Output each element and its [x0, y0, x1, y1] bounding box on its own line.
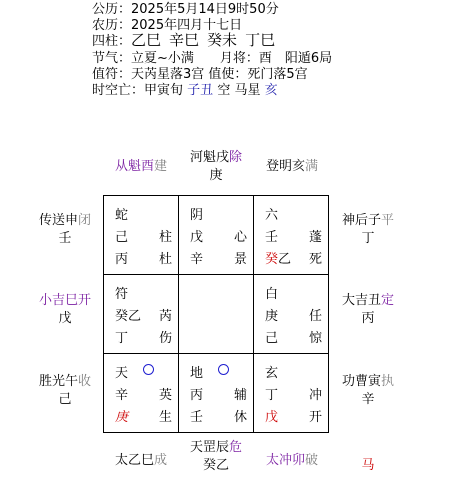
sizhu-label: 四柱： [92, 34, 132, 49]
palace-xun-star: 柱 [159, 230, 173, 245]
side-left-mid-sub: 戊 [58, 311, 72, 326]
side-top-left-main: 从魁酉 [114, 159, 154, 174]
palace-kan-god: 地 [190, 366, 204, 381]
side-top-center-suffix: 除 [229, 150, 243, 165]
side-right-bot [333, 373, 403, 409]
palace-zhen-door: 伤 [159, 331, 173, 346]
palace-dui-god: 白 [265, 287, 279, 302]
palace-kan-door: 休 [234, 410, 248, 425]
palace-li-di: 辛 [190, 252, 204, 267]
year-pillar: 乙巳 [131, 31, 162, 49]
side-top-center-main: 河魁戌 [189, 150, 229, 165]
gongli-line: 公历：2025年5月14日9时50分 [92, 2, 279, 17]
side-bot-center-suffix: 危 [229, 440, 243, 455]
side-top-left [106, 158, 176, 176]
palace-kan-di: 壬 [190, 410, 204, 425]
side-top-center-sub: 庚 [209, 168, 223, 183]
palace-qian [253, 353, 328, 432]
palace-dui-star: 任 [309, 309, 323, 324]
side-top-right-main: 登明亥 [265, 159, 305, 174]
palace-zhen-star: 芮 [159, 309, 173, 324]
palace-gen-di: 庚 [115, 410, 129, 425]
palace-zhen-tian: 癸乙 [115, 309, 142, 324]
palace-li-tian: 戊 [190, 230, 204, 245]
side-bot-right [257, 452, 327, 470]
side-right-mid-main: 大吉丑 [341, 293, 381, 308]
jieqi-line: 节气：立夏~小满 月将：酉 阳遁6局 [92, 51, 333, 66]
palace-zhong [178, 274, 253, 353]
palace-li-door: 景 [234, 252, 248, 267]
side-left-bot-main: 胜光午 [38, 374, 78, 389]
palace-dui-tian: 庚 [265, 309, 279, 324]
palace-kun-di-gui: 癸 [265, 252, 279, 267]
side-right-bot-main: 功曹寅 [341, 374, 381, 389]
grid-line-right [328, 195, 329, 433]
shikong-zichou: 子丑 [187, 83, 214, 98]
shikong-ma: 亥 [264, 83, 278, 98]
palace-gen-tian: 辛 [115, 388, 129, 403]
side-top-left-suffix: 建 [154, 159, 168, 174]
palace-xun-di: 丙 [115, 252, 129, 267]
palace-kan-tian: 丙 [190, 388, 204, 403]
side-right-mid-sub: 丙 [361, 311, 375, 326]
side-right-top-sub: 丁 [361, 231, 375, 246]
kongwang-circle-icon [218, 362, 229, 377]
palace-qian-di: 戊 [265, 410, 279, 425]
shikong-ma-label: 马星 [234, 83, 261, 98]
side-left-top-main: 传送申 [38, 213, 78, 228]
nongli-line: 农历：2025年四月十七日 [92, 18, 243, 33]
side-left-mid-suffix: 开 [78, 293, 92, 308]
shikong-line [92, 83, 278, 98]
side-right-top-suffix: 平 [381, 213, 395, 228]
palace-dui-di: 己 [265, 331, 279, 346]
palace-xun [103, 195, 178, 274]
side-bot-left-main: 太乙巳 [114, 453, 154, 468]
palace-dui [253, 274, 328, 353]
palace-xun-tian: 己 [115, 230, 129, 245]
side-bot-center-sub: 癸乙 [202, 458, 229, 473]
palace-grid [103, 195, 329, 433]
palace-qian-star: 冲 [309, 388, 323, 403]
side-left-top-suffix: 闭 [78, 213, 92, 228]
side-left-top-sub: 壬 [58, 231, 72, 246]
side-left-mid [30, 292, 100, 328]
shikong-kong: 空 [217, 83, 231, 98]
palace-kun-star: 蓬 [309, 230, 323, 245]
palace-qian-god: 玄 [265, 366, 279, 381]
side-bot-left [106, 452, 176, 470]
side-top-right [257, 158, 327, 176]
side-bot-left-suffix: 成 [154, 453, 168, 468]
palace-xun-door: 杜 [159, 252, 173, 267]
palace-zhen-di: 丁 [115, 331, 129, 346]
side-left-bot [30, 373, 100, 409]
side-bot-center-main: 天罡辰 [189, 440, 229, 455]
side-right-bot-sub: 辛 [361, 392, 375, 407]
side-bot-center [181, 439, 251, 475]
palace-qian-tian: 丁 [265, 388, 279, 403]
side-right-mid [333, 292, 403, 328]
side-right-bot-suffix: 执 [381, 374, 395, 389]
sizhu-line [92, 33, 283, 49]
palace-gen-door: 生 [159, 410, 173, 425]
palace-li-god: 阴 [190, 208, 204, 223]
palace-zhen-god: 符 [115, 287, 129, 302]
palace-kan-star: 辅 [234, 388, 248, 403]
grid-line-bottom [103, 432, 329, 433]
palace-kun-god: 六 [265, 208, 279, 223]
side-left-top [30, 212, 100, 248]
palace-kun-tian: 壬 [265, 230, 279, 245]
side-bot-right-main: 太冲卯 [265, 453, 305, 468]
palace-kan [178, 353, 253, 432]
side-left-bot-sub: 己 [58, 392, 72, 407]
day-pillar: 癸未 [207, 31, 238, 49]
kongwang-circle-icon [143, 362, 154, 377]
palace-zhen [103, 274, 178, 353]
palace-kun-di: 癸乙 [265, 252, 292, 267]
palace-gen-god: 天 [115, 366, 129, 381]
month-pillar: 辛巳 [169, 31, 200, 49]
palace-xun-god: 蛇 [115, 208, 129, 223]
side-right-top [333, 212, 403, 248]
zhifu-line: 值符：天芮星落3宫 值使：死门落5宫 [92, 67, 308, 82]
side-right-top-main: 神后子 [341, 213, 381, 228]
side-left-bot-suffix: 收 [78, 374, 92, 389]
palace-dui-door: 惊 [309, 331, 323, 346]
palace-gen-star: 英 [159, 388, 173, 403]
palace-kun [253, 195, 328, 274]
side-top-center [181, 149, 251, 185]
palace-li-star: 心 [234, 230, 248, 245]
shikong-prefix: 时空亡：甲寅旬 [92, 83, 184, 98]
palace-kun-door: 死 [309, 252, 323, 267]
side-left-mid-main: 小吉巳 [38, 293, 78, 308]
palace-li [178, 195, 253, 274]
side-bot-right-suffix: 破 [305, 453, 319, 468]
side-bot-ma: 马 [361, 458, 375, 473]
side-right-mid-suffix: 定 [381, 293, 395, 308]
side-top-right-suffix: 满 [305, 159, 319, 174]
hour-pillar: 丁巳 [245, 31, 276, 49]
palace-qian-door: 开 [309, 410, 323, 425]
palace-gen [103, 353, 178, 432]
